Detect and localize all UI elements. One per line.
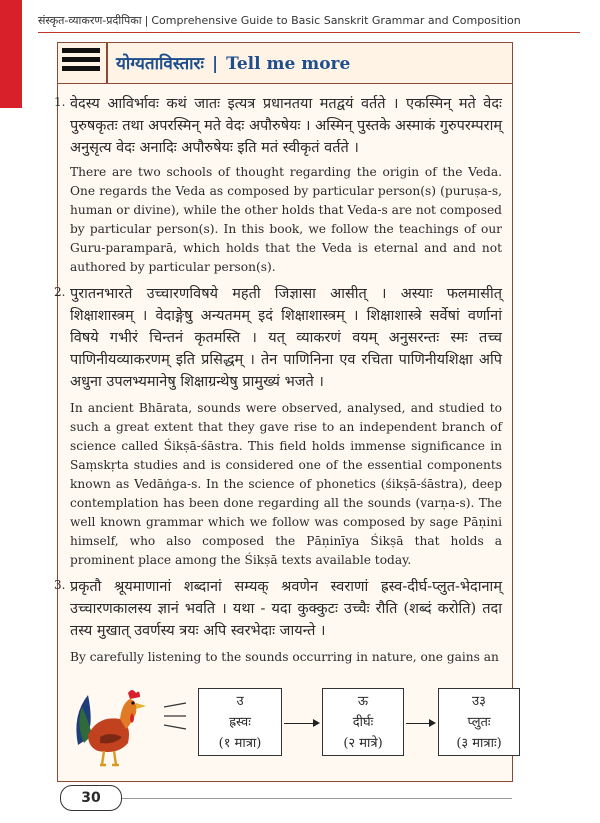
item-english-text: In ancient Bhārata, sounds were observed, analysed, and studied to such a great extent that they gave rise to an independent branch of science called Śikṣā-śāstra. This field holds immense significance in Saṃskṛta studies and is considered one of the essential components known as Vedāṅga-s. In the science of phonetics (śikṣā-śāstra), deep contemplation has been done regarding all the sounds (varṇa-s). The well known grammar which we follow was composed by sage Pāṇini himself, who also composed the Pāṇinīya Śikṣā that holds a prominent place among the Śikṣā texts available today. [70,401,502,567]
header-left: संस्कृत-व्याकरण-प्रदीपिका [38,14,142,27]
section-title-sanskrit: योग्यताविस्तारः [116,54,204,74]
vowel-name: प्लुतः [467,715,491,730]
sound-waves-icon [162,701,188,731]
item-number: 3. [54,578,66,592]
vowel-letter: ऊ [357,694,369,709]
item-english-text: By carefully listening to the sounds occurring in nature, one gains an [70,650,499,664]
header-divider [106,43,108,83]
list-item [54,283,502,570]
tell-me-more-box [54,42,513,782]
rooster-icon [70,685,152,769]
item-sanskrit-text: पुरातनभारते उच्चारणविषये महती जिज्ञासा आसीत् । अस्याः फलमासीत् शिक्षाशास्त्रम् । वेदाङ्गेषु अन्यतमम् इदं शिक्षाशास्त्रम् । शिक्षाशास्त्रे सर्वेषां वर्णानां विषये गभीरं चिन्तनं कृतमस्ति । यत् व्याकरणं वयम् अनुसरन्तः स्मः तच्च पाणिनीयव्याकरणम् इति प्रसिद्धम् । तेन पाणिनिना एव रचिता पाणिनीयशिक्षा अपि अधुना उपलभ्यमानेषु शिक्षाग्रन्थेषु प्रामुख्यं भजते । [70,286,502,390]
item-english-text: There are two schools of thought regarding the origin of the Veda. One regards the Veda as composed by particular person(s) (puruṣa-s, human or divine), while the other holds that Veda-s are not composed by particular person(s). In this book, we follow the teachings of our Guru-paramparā, which holds that the Veda is eternal and and not authored by particular person(s). [70,165,502,274]
vowel-name: ह्रस्वः [229,715,251,730]
vowel-length-diagram [70,683,522,773]
footer-rule [122,798,512,799]
item-number: 2. [54,285,66,299]
vowel-letter: उ [236,694,244,709]
running-header [38,13,578,28]
vowel-measure: (१ मात्रा) [218,736,262,751]
hamburger-icon [62,48,100,78]
arrow-icon [284,723,318,724]
header-separator: | [144,14,149,27]
page-number: 30 [60,785,122,811]
vowel-box-pluta [438,688,520,756]
header-right: Comprehensive Guide to Basic Sanskrit Grammar and Composition [151,14,521,27]
vowel-name: दीर्घः [352,715,374,730]
header-rule [38,32,580,33]
vowel-box-hrasva [198,688,282,756]
vowel-box-dirgha [322,688,404,756]
section-content [54,93,502,667]
chapter-tab [0,0,22,108]
list-item [54,576,502,667]
vowel-measure: (२ मात्रे) [343,736,383,751]
list-item [54,93,502,277]
section-title-english: Tell me more [226,54,351,74]
arrow-icon [406,723,434,724]
item-sanskrit-text: वेदस्य आविर्भावः कथं जातः इत्यत्र प्रधानतया मतद्वयं वर्तते । एकस्मिन् मते वेदः पुरुषकृतः तथा अपरस्मिन् मते वेदः अपौरुषेयः । अस्मिन् पुस्तके अस्माकं गुरुपरम्पराम् अनुसृत्य वेदः अनादिः अपौरुषेयः इति मतं स्वीकृतं वर्तते । [70,96,502,156]
section-header [58,43,512,84]
vowel-measure: (३ मात्राः) [456,736,502,751]
section-title-bar: | [211,54,219,74]
vowel-letter: उ३ [472,694,486,709]
section-title [116,51,350,74]
item-number: 1. [54,95,66,109]
item-sanskrit-text: प्रकृतौ श्रूयमाणानां शब्दानां सम्यक् श्रवणेन स्वराणां ह्रस्व-दीर्घ-प्लुत-भेदानाम् उच्चारणकालस्य ज्ञानं भवति । यथा - यदा कुक्कुटः उच्चैः रौति (शब्दं करोति) तदा तस्य मुखात् उवर्णस्य त्रयः अपि स्वरभेदाः जायन्ते । [70,579,502,639]
